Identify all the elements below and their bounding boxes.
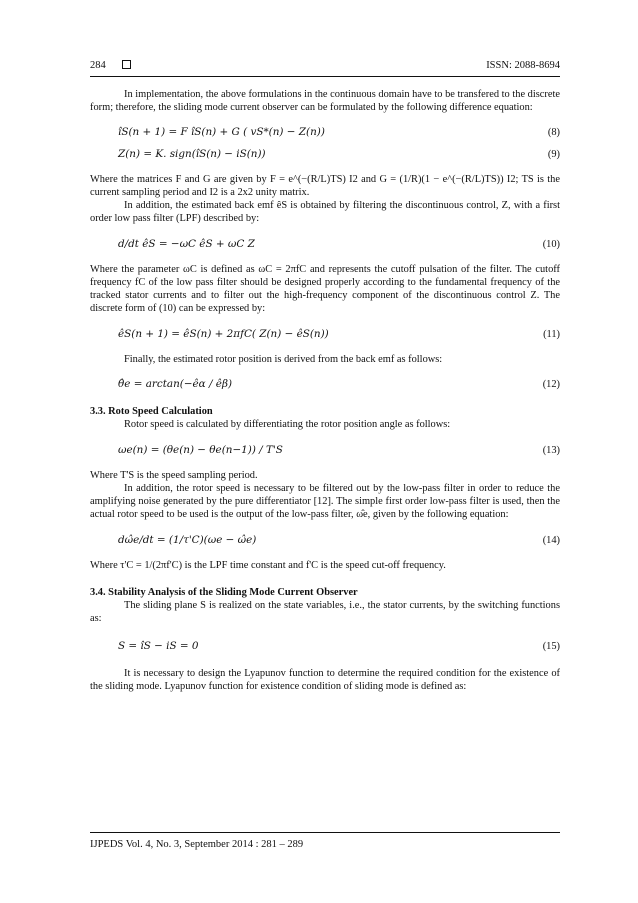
section-heading: 3.3. Roto Speed Calculation: [90, 406, 213, 418]
equation-number: (13): [542, 444, 560, 456]
equation-15: [90, 640, 560, 653]
section-heading: 3.4. Stability Analysis of the Sliding Mode Current Observer: [90, 587, 358, 599]
equation-number: (9): [547, 148, 560, 160]
equation-12: [90, 378, 560, 391]
paragraph: Where the matrices F and G are given by F = e^(−(R/L)TS) I2 and G = (1/R)(1 − e^(−(R/L)TS)) I2; TS is the current sampling period and I2 is a 2x2 unity matrix.: [90, 173, 560, 199]
equation-8: [90, 126, 560, 139]
equation-13: [90, 444, 560, 457]
equation-10: [90, 238, 560, 251]
paragraph: In addition, the estimated back emf êS is obtained by filtering the discontinuous control, Z, with a first order low pass filter (LPF) described by:: [90, 200, 560, 225]
body-text: [90, 88, 560, 693]
issn: ISSN: 2088-8694: [486, 60, 560, 71]
paragraph: Where τ'C = 1/(2πf'C) is the LPF time constant and f'C is the speed cut-off frequency.: [90, 559, 446, 571]
header-rule: [90, 76, 560, 77]
equation-9: [90, 148, 560, 161]
equation-number: (12): [542, 379, 560, 391]
paragraph: In implementation, the above formulations in the continuous domain have to be transfered to the discrete form; therefore, the sliding mode current observer can be formulated by the following difference equation:: [90, 89, 560, 114]
paragraph: It is necessary to design the Lyapunov function to determine the required condition for the existence of the sliding mode. Lyapunov function for existence condition of sliding mode is defined as:: [90, 667, 560, 693]
paragraph: In addition, the rotor speed is necessary to be filtered out by the low-pass filter in order to reduce the amplifying noise generated by the pure differentiator [12]. The simple first order low-pass filter is used, then the actual rotor speed to be used is the output of the low-pass filter, ω̂e, given by the following equation:: [90, 483, 560, 521]
equation-number: (14): [542, 534, 560, 546]
equation-11: [90, 328, 560, 341]
page-number: 284: [90, 60, 106, 71]
equation-number: (11): [543, 328, 560, 340]
equation-expr: d/dt êS = −ωC êS + ωC Z: [118, 237, 255, 250]
equation-expr: êS(n + 1) = êS(n) + 2πfC( Z(n) − êS(n)): [118, 327, 329, 340]
footer-rule: [90, 832, 560, 833]
paragraph: Where T'S is the speed sampling period.: [90, 469, 258, 481]
equation-expr: dω̂e/dt = (1/τ'C)(ωe − ω̂e): [118, 533, 257, 546]
equation-expr: Z(n) = K. sign(îS(n) − iS(n)): [118, 147, 266, 160]
equation-expr: ωe(n) = (θe(n) − θe(n−1)) / T'S: [118, 443, 283, 456]
equation-expr: îS(n + 1) = F îS(n) + G ( vS*(n) − Z(n)): [118, 126, 325, 139]
equation-number: (8): [547, 127, 560, 139]
paragraph: The sliding plane S is realized on the state variables, i.e., the stator currents, by the switching functions as:: [90, 600, 560, 625]
equation-number: (15): [542, 640, 560, 652]
equation-expr: S = îS − iS = 0: [118, 639, 199, 652]
page-footer: IJPEDS Vol. 4, No. 3, September 2014 : 281 – 289: [90, 839, 304, 850]
equation-14: [90, 534, 560, 547]
equation-expr: θ̂e = arctan(−êα / êβ): [118, 378, 233, 391]
equation-number: (10): [542, 238, 560, 250]
page-header: [90, 60, 560, 71]
paragraph: Rotor speed is calculated by differentiating the rotor position angle as follows:: [124, 419, 451, 431]
paragraph: Where the parameter ωC is defined as ωC = 2πfC and represents the cutoff pulsation of the filter. The cutoff frequency fC of the low pass filter should be designed properly according to the fundamental frequency of the tracked stator currents and to filter out the high-frequency component of the discontinuous control Z. The discrete form of (10) can be expressed by:: [90, 263, 560, 315]
paragraph: Finally, the estimated rotor position is derived from the back emf as follows:: [124, 353, 443, 365]
checkbox-glyph-icon: [122, 60, 131, 69]
